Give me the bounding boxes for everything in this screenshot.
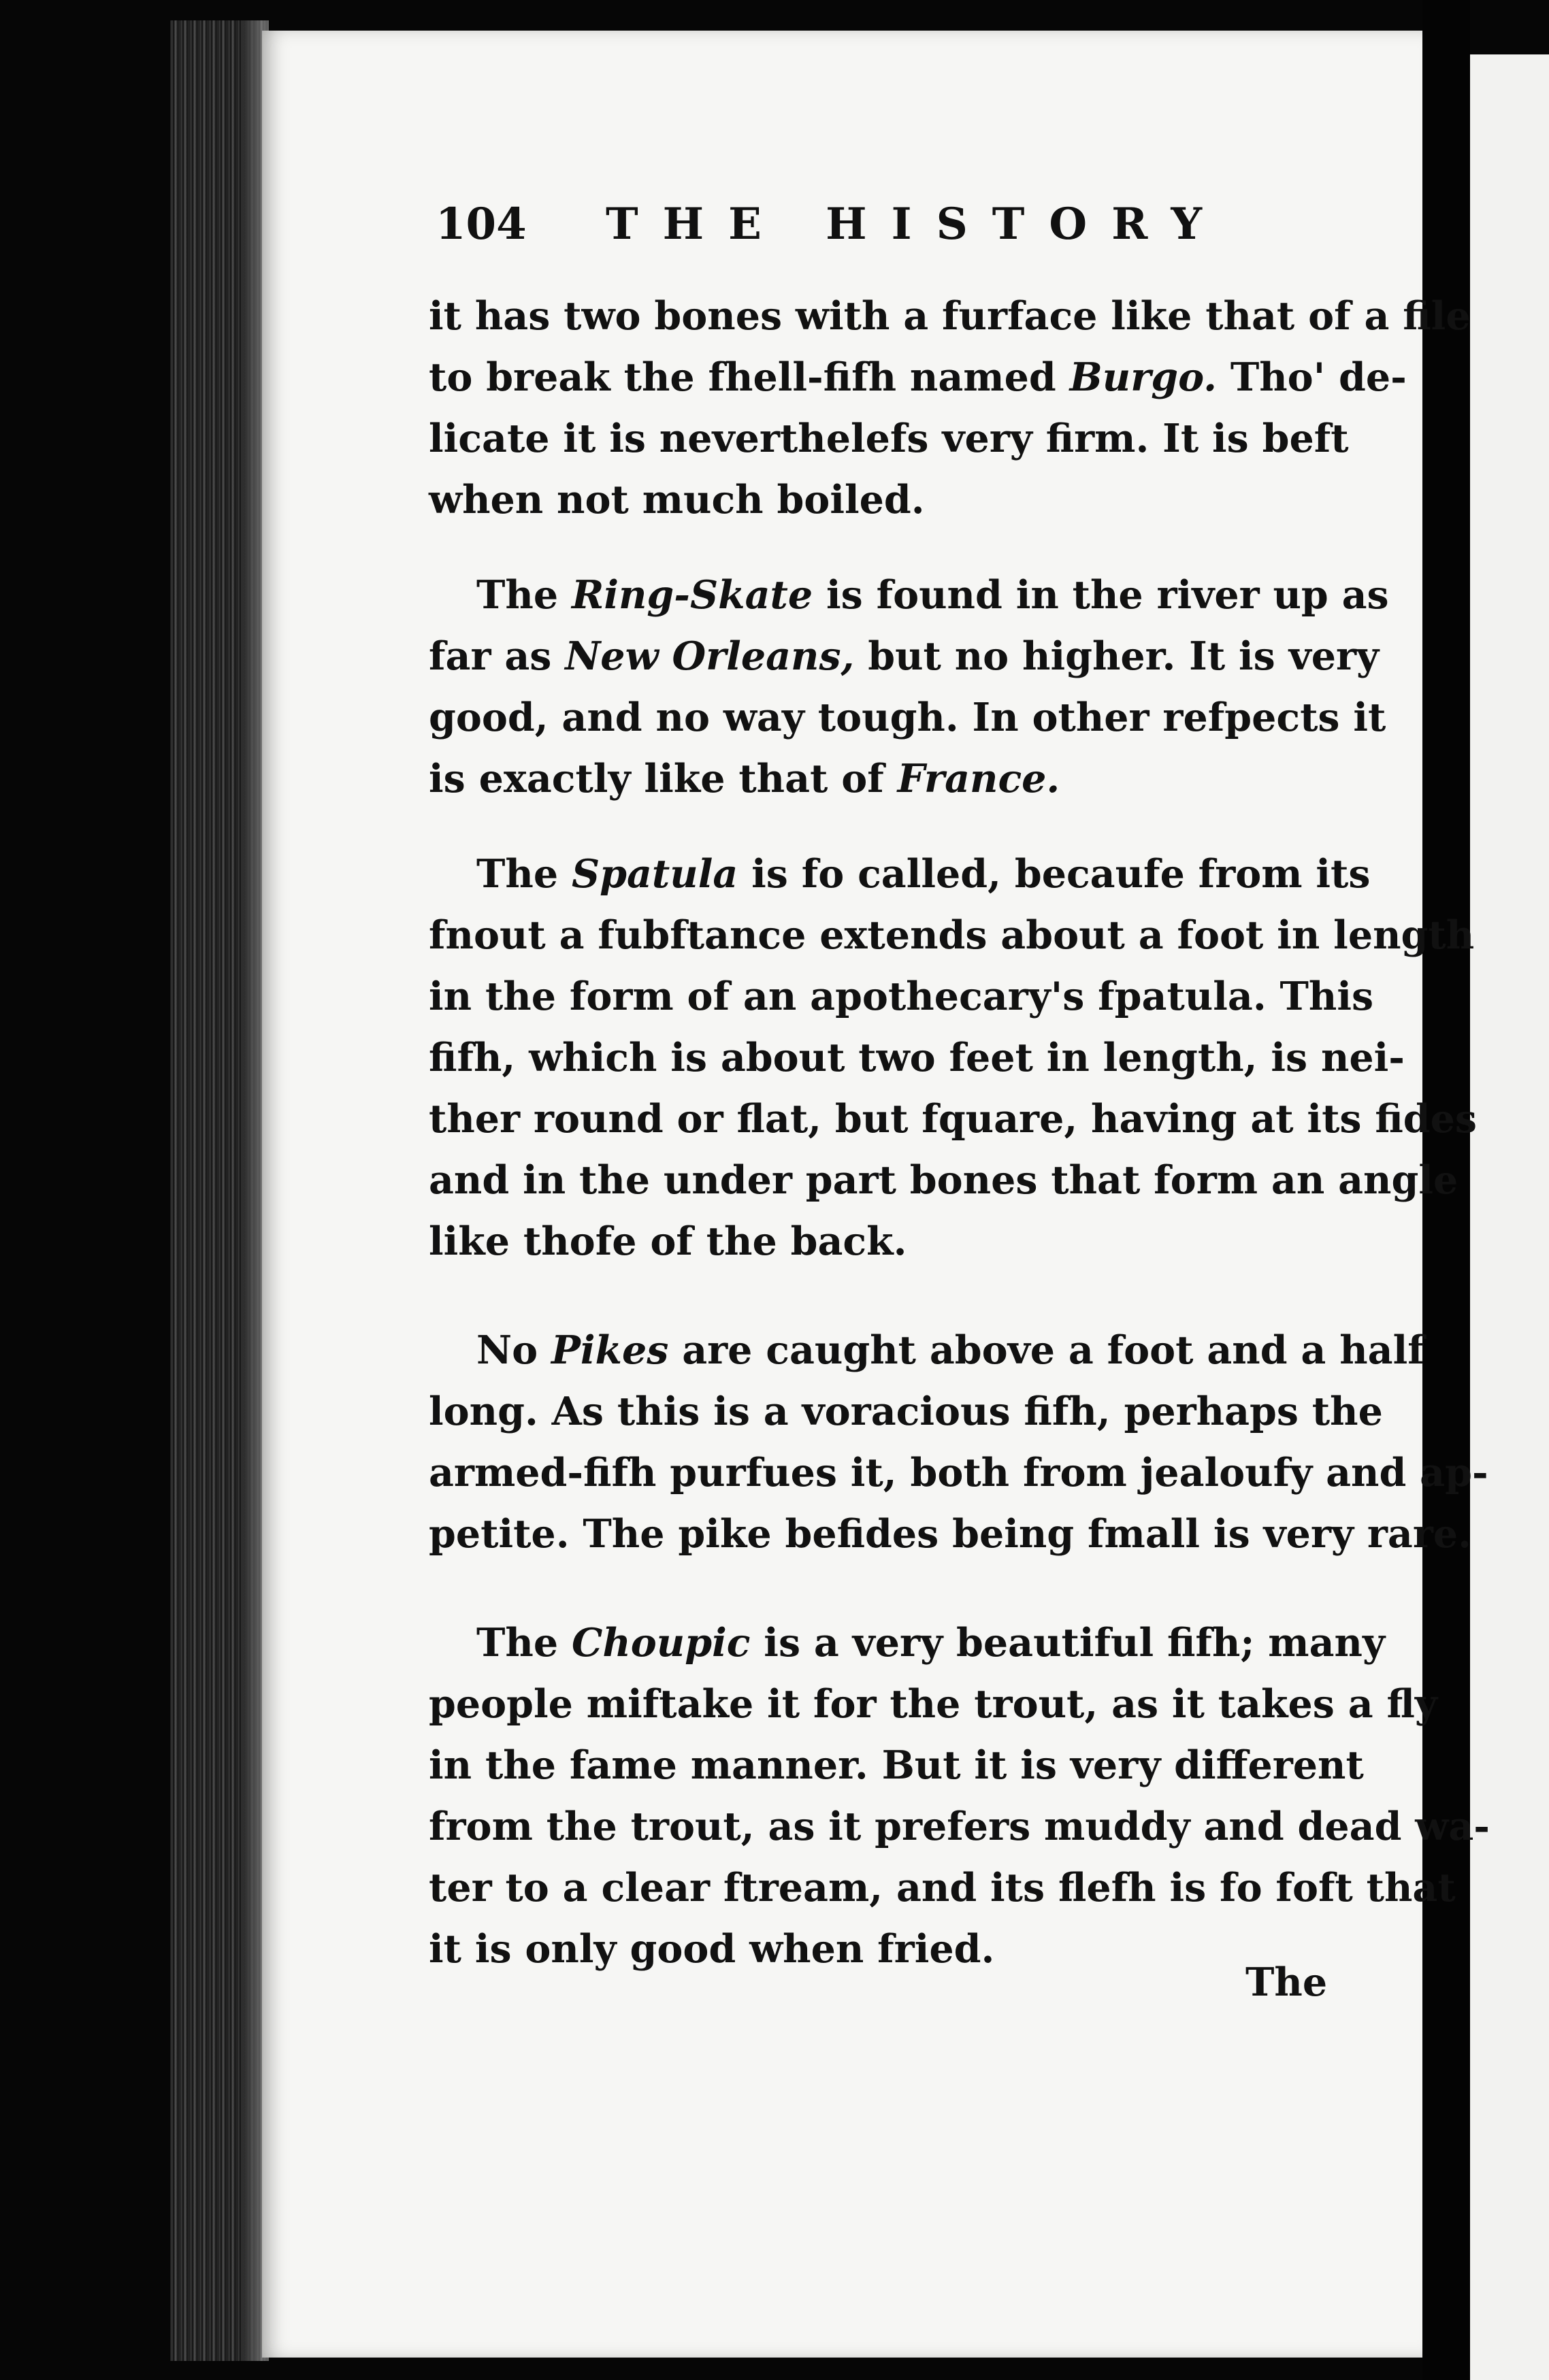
- text-line: like thofe of the back.: [429, 1219, 907, 1264]
- italic-term: Spatula: [571, 851, 738, 897]
- text-line: licate it is neverthelefs very firm. It is beft: [429, 416, 1349, 461]
- text-line: to break the fhell-fifh named Burgo. Tho' de-: [429, 354, 1407, 400]
- running-head: THE HISTORY: [606, 199, 1227, 250]
- text-line: fnout a fubftance extends about a foot in length: [429, 912, 1475, 958]
- italic-term: France.: [897, 756, 1060, 801]
- text-line: it has two bones with a furface like that of a file: [429, 293, 1471, 339]
- text-line: it is only good when fried.: [429, 1926, 995, 1972]
- text-line: The Spatula is fo called, becaufe from its: [476, 851, 1371, 897]
- text-line: armed-fifh purfues it, both from jealoufy and ap-: [429, 1450, 1488, 1495]
- italic-term: Choupic: [571, 1620, 751, 1666]
- text-line: people miftake it for the trout, as it takes a fly: [429, 1681, 1438, 1727]
- text-line: The Choupic is a very beautiful fifh; many: [476, 1620, 1386, 1666]
- text-line: in the form of an apothecary's fpatula. This: [429, 974, 1374, 1019]
- text-line: The Ring-Skate is found in the river up as: [476, 572, 1389, 618]
- italic-term: New Orleans,: [565, 633, 855, 679]
- adjacent-page-edge: [1470, 54, 1549, 2380]
- italic-term: Ring-Skate: [571, 572, 813, 618]
- text-line: fifh, which is about two feet in length, is nei-: [429, 1035, 1405, 1080]
- text-line: No Pikes are caught above a foot and a half: [476, 1327, 1424, 1373]
- catchword: The: [1245, 1960, 1328, 2005]
- text-line: petite. The pike befides being fmall is very rare.: [429, 1511, 1471, 1557]
- italic-term: Pikes: [551, 1327, 669, 1373]
- text-line: when not much boiled.: [429, 477, 925, 523]
- text-line: ther round or flat, but fquare, having at its fides: [429, 1096, 1478, 1142]
- text-line: is exactly like that of France.: [429, 756, 1060, 801]
- italic-term: Burgo.: [1069, 354, 1217, 400]
- text-line: in the fame manner. But it is very different: [429, 1742, 1364, 1788]
- text-line: ter to a clear ftream, and its flefh is fo foft that: [429, 1865, 1456, 1911]
- text-line: and in the under part bones that form an angle: [429, 1157, 1458, 1203]
- page-number: 104: [436, 199, 527, 250]
- text-line: long. As this is a voracious fifh, perhaps the: [429, 1389, 1383, 1434]
- text-line: far as New Orleans, but no higher. It is very: [429, 633, 1380, 679]
- text-line: good, and no way tough. In other refpects it: [429, 695, 1386, 740]
- text-line: from the trout, as it prefers muddy and dead wa-: [429, 1804, 1490, 1849]
- page-header: [436, 199, 1227, 267]
